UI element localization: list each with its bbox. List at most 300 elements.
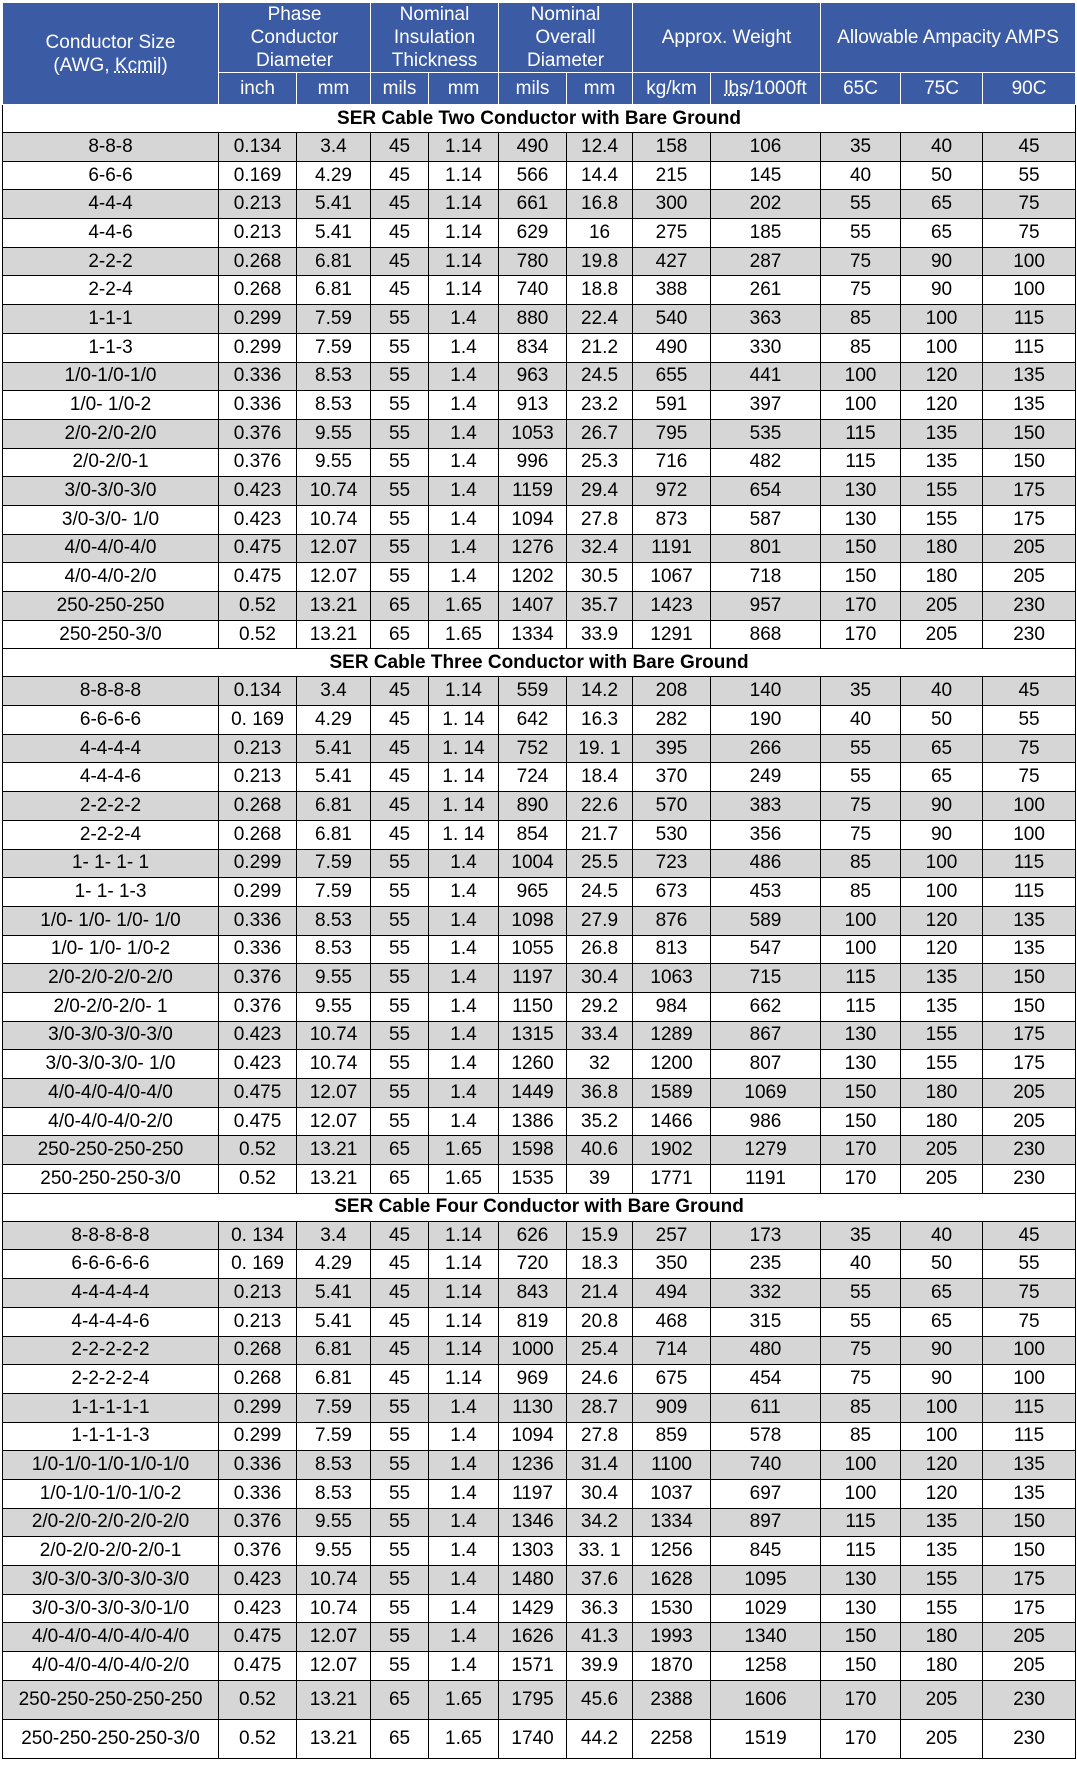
conductor-size-cell: 8-8-8-8 (3, 677, 219, 706)
table-cell: 190 (711, 706, 821, 735)
table-cell: 1. 14 (429, 734, 499, 763)
table-cell: 26.7 (567, 419, 633, 448)
table-cell: 180 (901, 534, 983, 563)
table-cell: 135 (983, 935, 1076, 964)
table-cell: 55 (371, 1107, 429, 1136)
table-cell: 90 (901, 1336, 983, 1365)
header-conductor-size-line1: Conductor Size (45, 31, 176, 53)
table-cell: 1.4 (429, 563, 499, 592)
table-cell: 897 (711, 1508, 821, 1537)
unit-75c: 75C (901, 73, 983, 105)
table-cell: 55 (371, 849, 429, 878)
table-row (3, 592, 1076, 621)
header-ins-line1: Nominal (399, 4, 470, 25)
table-cell: 24.5 (567, 362, 633, 391)
table-cell: 170 (821, 592, 901, 621)
conductor-size-cell: 1/0- 1/0-2 (3, 391, 219, 420)
table-cell: 1334 (633, 1508, 711, 1537)
table-cell: 170 (821, 1719, 901, 1758)
table-cell: 282 (633, 706, 711, 735)
table-cell: 135 (901, 992, 983, 1021)
table-row (3, 1451, 1076, 1480)
table-cell: 45.6 (567, 1680, 633, 1719)
table-cell: 202 (711, 190, 821, 219)
conductor-size-cell: 2-2-2-4 (3, 820, 219, 849)
table-cell: 1.4 (429, 1050, 499, 1079)
table-cell: 150 (821, 563, 901, 592)
table-cell: 287 (711, 247, 821, 276)
conductor-size-cell: 2-2-4 (3, 276, 219, 305)
header-conductor-size-kcmil: Kcmil (114, 54, 162, 76)
table-cell: 115 (821, 419, 901, 448)
table-cell: 834 (499, 333, 567, 362)
table-cell: 0.475 (219, 563, 297, 592)
unit-65c: 65C (821, 73, 901, 105)
table-cell: 1.4 (429, 878, 499, 907)
table-cell: 115 (821, 1508, 901, 1537)
table-row (3, 1050, 1076, 1079)
table-cell: 1029 (711, 1594, 821, 1623)
table-cell: 10.74 (297, 1566, 371, 1595)
table-cell: 230 (983, 1165, 1076, 1194)
table-cell: 75 (821, 792, 901, 821)
unit-ins-mils: mils (371, 73, 429, 105)
table-cell: 35 (821, 1221, 901, 1250)
table-cell: 454 (711, 1365, 821, 1394)
table-cell: 90 (901, 247, 983, 276)
table-cell: 662 (711, 992, 821, 1021)
table-cell: 6.81 (297, 1365, 371, 1394)
table-cell: 45 (371, 677, 429, 706)
table-cell: 19.8 (567, 247, 633, 276)
table-cell: 1197 (499, 1479, 567, 1508)
table-cell: 55 (983, 161, 1076, 190)
conductor-size-cell: 2/0-2/0-1 (3, 448, 219, 477)
table-cell: 45 (371, 1250, 429, 1279)
table-cell: 740 (499, 276, 567, 305)
table-cell: 1.65 (429, 1680, 499, 1719)
table-cell: 135 (901, 1508, 983, 1537)
conductor-size-cell: 2/0-2/0-2/0-2/0-1 (3, 1537, 219, 1566)
table-cell: 6.81 (297, 247, 371, 276)
conductor-size-cell: 250-250-250-3/0 (3, 1165, 219, 1194)
table-cell: 1202 (499, 563, 567, 592)
header-ins-line3: Thickness (391, 50, 478, 71)
table-cell: 100 (983, 1336, 1076, 1365)
conductor-size-cell: 250-250-250-250-3/0 (3, 1719, 219, 1758)
table-cell: 1.4 (429, 1107, 499, 1136)
table-cell: 19. 1 (567, 734, 633, 763)
table-cell: 115 (821, 1537, 901, 1566)
table-cell: 350 (633, 1250, 711, 1279)
table-cell: 9.55 (297, 1508, 371, 1537)
table-cell: 453 (711, 878, 821, 907)
table-cell: 986 (711, 1107, 821, 1136)
table-cell: 75 (821, 1336, 901, 1365)
table-cell: 591 (633, 391, 711, 420)
conductor-size-cell: 6-6-6-6 (3, 706, 219, 735)
conductor-size-cell: 6-6-6-6-6 (3, 1250, 219, 1279)
table-cell: 16 (567, 219, 633, 248)
table-cell: 1289 (633, 1021, 711, 1050)
table-cell: 1260 (499, 1050, 567, 1079)
table-cell: 9.55 (297, 419, 371, 448)
table-cell: 175 (983, 477, 1076, 506)
table-cell: 230 (983, 620, 1076, 649)
table-cell: 175 (983, 1566, 1076, 1595)
table-cell: 490 (633, 333, 711, 362)
table-cell: 205 (901, 1165, 983, 1194)
table-cell: 249 (711, 763, 821, 792)
table-cell: 1037 (633, 1479, 711, 1508)
table-cell: 230 (983, 592, 1076, 621)
table-cell: 2258 (633, 1719, 711, 1758)
table-cell: 7.59 (297, 878, 371, 907)
table-cell: 880 (499, 305, 567, 334)
conductor-size-cell: 3/0-3/0-3/0-3/0-1/0 (3, 1594, 219, 1623)
table-cell: 1.14 (429, 1279, 499, 1308)
table-cell: 867 (711, 1021, 821, 1050)
table-cell: 1. 14 (429, 820, 499, 849)
table-cell: 5.41 (297, 734, 371, 763)
table-cell: 55 (821, 1307, 901, 1336)
conductor-size-cell: 4/0-4/0-4/0 (3, 534, 219, 563)
table-cell: 30.4 (567, 964, 633, 993)
unit-od-mils: mils (499, 73, 567, 105)
ser-cable-spec-table (2, 2, 1076, 1759)
header-phase-line2: Conductor (250, 27, 339, 48)
table-cell: 388 (633, 276, 711, 305)
table-cell: 801 (711, 534, 821, 563)
table-cell: 0.134 (219, 677, 297, 706)
table-cell: 0. 169 (219, 706, 297, 735)
table-cell: 100 (901, 849, 983, 878)
table-row (3, 706, 1076, 735)
table-cell: 913 (499, 391, 567, 420)
table-cell: 205 (983, 534, 1076, 563)
table-cell: 65 (371, 1165, 429, 1194)
table-cell: 55 (371, 505, 429, 534)
table-cell: 50 (901, 1250, 983, 1279)
table-cell: 1902 (633, 1136, 711, 1165)
table-cell: 55 (371, 563, 429, 592)
table-row (3, 1537, 1076, 1566)
table-cell: 1095 (711, 1566, 821, 1595)
table-cell: 963 (499, 362, 567, 391)
table-cell: 969 (499, 1365, 567, 1394)
table-cell: 45 (983, 677, 1076, 706)
table-cell: 115 (983, 1422, 1076, 1451)
table-cell: 100 (821, 935, 901, 964)
conductor-size-cell: 6-6-6 (3, 161, 219, 190)
table-cell: 115 (821, 992, 901, 1021)
table-cell: 1.4 (429, 1079, 499, 1108)
table-cell: 1.4 (429, 906, 499, 935)
table-cell: 10.74 (297, 505, 371, 534)
header-phase-line1: Phase (267, 4, 322, 25)
table-cell: 0.52 (219, 620, 297, 649)
table-cell: 1098 (499, 906, 567, 935)
table-cell: 1069 (711, 1079, 821, 1108)
table-cell: 1519 (711, 1719, 821, 1758)
table-cell: 0.213 (219, 734, 297, 763)
table-cell: 468 (633, 1307, 711, 1336)
table-cell: 24.5 (567, 878, 633, 907)
table-cell: 44.2 (567, 1719, 633, 1758)
table-cell: 55 (983, 706, 1076, 735)
table-cell: 8.53 (297, 362, 371, 391)
header-conductor-size (3, 3, 219, 105)
table-cell: 135 (983, 906, 1076, 935)
table-cell: 1.4 (429, 1537, 499, 1566)
table-row (3, 477, 1076, 506)
table-cell: 130 (821, 505, 901, 534)
table-cell: 1200 (633, 1050, 711, 1079)
table-cell: 0.423 (219, 1566, 297, 1595)
table-cell: 75 (821, 820, 901, 849)
conductor-size-cell: 2/0-2/0-2/0-2/0-2/0 (3, 1508, 219, 1537)
table-row (3, 1165, 1076, 1194)
table-cell: 3.4 (297, 677, 371, 706)
table-cell: 205 (901, 1719, 983, 1758)
table-cell: 135 (901, 419, 983, 448)
table-cell: 0.268 (219, 276, 297, 305)
table-cell: 1.4 (429, 391, 499, 420)
table-cell: 115 (983, 878, 1076, 907)
table-cell: 55 (371, 1451, 429, 1480)
unit-kg-km: kg/km (633, 73, 711, 105)
table-cell: 180 (901, 1623, 983, 1652)
table-cell: 626 (499, 1221, 567, 1250)
table-cell: 40 (901, 1221, 983, 1250)
table-cell: 1130 (499, 1393, 567, 1422)
table-cell: 100 (821, 391, 901, 420)
table-cell: 115 (983, 305, 1076, 334)
table-row (3, 1508, 1076, 1537)
table-cell: 55 (371, 477, 429, 506)
conductor-size-cell: 4-4-4-4 (3, 734, 219, 763)
table-cell: 0.336 (219, 906, 297, 935)
conductor-size-cell: 4-4-4-4-6 (3, 1307, 219, 1336)
table-row (3, 964, 1076, 993)
conductor-size-cell: 1- 1- 1- 1 (3, 849, 219, 878)
table-cell: 65 (901, 734, 983, 763)
table-cell: 675 (633, 1365, 711, 1394)
table-cell: 45 (371, 1307, 429, 1336)
table-cell: 0.376 (219, 992, 297, 1021)
header-od-line3: Diameter (526, 50, 605, 71)
table-cell: 205 (983, 563, 1076, 592)
conductor-size-cell: 1- 1- 1-3 (3, 878, 219, 907)
table-cell: 720 (499, 1250, 567, 1279)
table-cell: 780 (499, 247, 567, 276)
table-cell: 535 (711, 419, 821, 448)
conductor-size-cell: 250-250-3/0 (3, 620, 219, 649)
table-cell: 24.6 (567, 1365, 633, 1394)
table-cell: 1.4 (429, 1566, 499, 1595)
table-cell: 480 (711, 1336, 821, 1365)
table-cell: 1.4 (429, 992, 499, 1021)
table-cell: 1449 (499, 1079, 567, 1108)
table-cell: 45 (371, 133, 429, 162)
table-cell: 330 (711, 333, 821, 362)
table-cell: 45 (371, 706, 429, 735)
table-cell: 723 (633, 849, 711, 878)
table-cell: 100 (983, 1365, 1076, 1394)
table-cell: 9.55 (297, 1537, 371, 1566)
table-cell: 0.213 (219, 1307, 297, 1336)
table-cell: 55 (371, 1537, 429, 1566)
table-cell: 36.8 (567, 1079, 633, 1108)
conductor-size-cell: 1-1-1 (3, 305, 219, 334)
table-cell: 876 (633, 906, 711, 935)
table-cell: 1. 14 (429, 763, 499, 792)
table-cell: 115 (821, 964, 901, 993)
table-cell: 1.4 (429, 419, 499, 448)
table-cell: 1740 (499, 1719, 567, 1758)
table-row (3, 534, 1076, 563)
table-cell: 1303 (499, 1537, 567, 1566)
table-cell: 75 (983, 1279, 1076, 1308)
table-cell: 90 (901, 792, 983, 821)
table-cell: 85 (821, 849, 901, 878)
table-cell: 0.213 (219, 763, 297, 792)
table-row (3, 1393, 1076, 1422)
table-row (3, 305, 1076, 334)
table-cell: 0.475 (219, 1107, 297, 1136)
table-cell: 0. 169 (219, 1250, 297, 1279)
table-cell: 8.53 (297, 906, 371, 935)
table-row (3, 677, 1076, 706)
table-cell: 0.134 (219, 133, 297, 162)
table-cell: 65 (901, 1279, 983, 1308)
conductor-size-cell: 3/0-3/0-3/0 (3, 477, 219, 506)
table-cell: 1. 14 (429, 792, 499, 821)
table-cell: 868 (711, 620, 821, 649)
conductor-size-cell: 1/0- 1/0- 1/0-2 (3, 935, 219, 964)
table-cell: 10.74 (297, 1050, 371, 1079)
table-cell: 1055 (499, 935, 567, 964)
table-cell: 0.213 (219, 219, 297, 248)
table-cell: 173 (711, 1221, 821, 1250)
table-row (3, 1479, 1076, 1508)
table-cell: 150 (821, 1079, 901, 1108)
table-cell: 909 (633, 1393, 711, 1422)
table-cell: 10.74 (297, 477, 371, 506)
table-cell: 1334 (499, 620, 567, 649)
table-cell: 1063 (633, 964, 711, 993)
table-cell: 9.55 (297, 448, 371, 477)
table-cell: 18.3 (567, 1250, 633, 1279)
table-cell: 673 (633, 878, 711, 907)
table-cell: 441 (711, 362, 821, 391)
table-cell: 100 (983, 792, 1076, 821)
table-cell: 205 (983, 1623, 1076, 1652)
table-cell: 21.2 (567, 333, 633, 362)
table-cell: 1.65 (429, 592, 499, 621)
table-row (3, 878, 1076, 907)
table-cell: 427 (633, 247, 711, 276)
table-cell: 5.41 (297, 1279, 371, 1308)
table-cell: 0.299 (219, 1422, 297, 1451)
table-cell: 1993 (633, 1623, 711, 1652)
table-cell: 0.299 (219, 849, 297, 878)
table-row (3, 1221, 1076, 1250)
table-cell: 140 (711, 677, 821, 706)
table-cell: 724 (499, 763, 567, 792)
table-cell: 1067 (633, 563, 711, 592)
conductor-size-cell: 2-2-2-2-4 (3, 1365, 219, 1394)
table-cell: 13.21 (297, 620, 371, 649)
conductor-size-cell: 250-250-250-250-250 (3, 1680, 219, 1719)
table-cell: 75 (821, 1365, 901, 1394)
table-cell: 135 (901, 448, 983, 477)
table-cell: 1.14 (429, 133, 499, 162)
table-cell: 7.59 (297, 1422, 371, 1451)
table-cell: 1340 (711, 1623, 821, 1652)
table-cell: 205 (983, 1107, 1076, 1136)
table-cell: 55 (371, 362, 429, 391)
table-cell: 0.299 (219, 1393, 297, 1422)
section-title: SER Cable Three Conductor with Bare Ground (3, 649, 1076, 677)
table-cell: 27.9 (567, 906, 633, 935)
table-cell: 22.6 (567, 792, 633, 821)
table-cell: 1094 (499, 505, 567, 534)
table-cell: 1256 (633, 1537, 711, 1566)
table-cell: 356 (711, 820, 821, 849)
table-cell: 55 (821, 734, 901, 763)
table-cell: 175 (983, 1050, 1076, 1079)
table-cell: 205 (901, 1680, 983, 1719)
table-cell: 175 (983, 1594, 1076, 1623)
table-cell: 3.4 (297, 133, 371, 162)
table-cell: 13.21 (297, 1136, 371, 1165)
conductor-size-cell: 3/0-3/0-3/0- 1/0 (3, 1050, 219, 1079)
table-cell: 10.74 (297, 1594, 371, 1623)
table-cell: 397 (711, 391, 821, 420)
conductor-size-cell: 2/0-2/0-2/0-2/0 (3, 964, 219, 993)
table-cell: 0.268 (219, 792, 297, 821)
ser-cable-spec-table-wrapper (2, 2, 1075, 1759)
table-cell: 12.07 (297, 1079, 371, 1108)
table-cell: 155 (901, 477, 983, 506)
table-cell: 33.4 (567, 1021, 633, 1050)
table-row (3, 906, 1076, 935)
table-cell: 370 (633, 763, 711, 792)
table-cell: 12.07 (297, 563, 371, 592)
conductor-size-cell: 2/0-2/0-2/0- 1 (3, 992, 219, 1021)
table-cell: 566 (499, 161, 567, 190)
table-cell: 6.81 (297, 276, 371, 305)
table-cell: 55 (371, 1479, 429, 1508)
table-cell: 996 (499, 448, 567, 477)
table-cell: 50 (901, 706, 983, 735)
table-cell: 25.3 (567, 448, 633, 477)
table-cell: 13.21 (297, 1165, 371, 1194)
table-cell: 65 (901, 1307, 983, 1336)
table-cell: 15.9 (567, 1221, 633, 1250)
header-conductor-size-line2a: (AWG, (53, 54, 115, 76)
table-cell: 1.4 (429, 1021, 499, 1050)
table-cell: 8.53 (297, 391, 371, 420)
table-row (3, 1365, 1076, 1394)
table-cell: 1535 (499, 1165, 567, 1194)
table-cell: 12.07 (297, 534, 371, 563)
table-cell: 55 (371, 305, 429, 334)
table-header (3, 3, 1076, 105)
table-cell: 957 (711, 592, 821, 621)
table-cell: 547 (711, 935, 821, 964)
